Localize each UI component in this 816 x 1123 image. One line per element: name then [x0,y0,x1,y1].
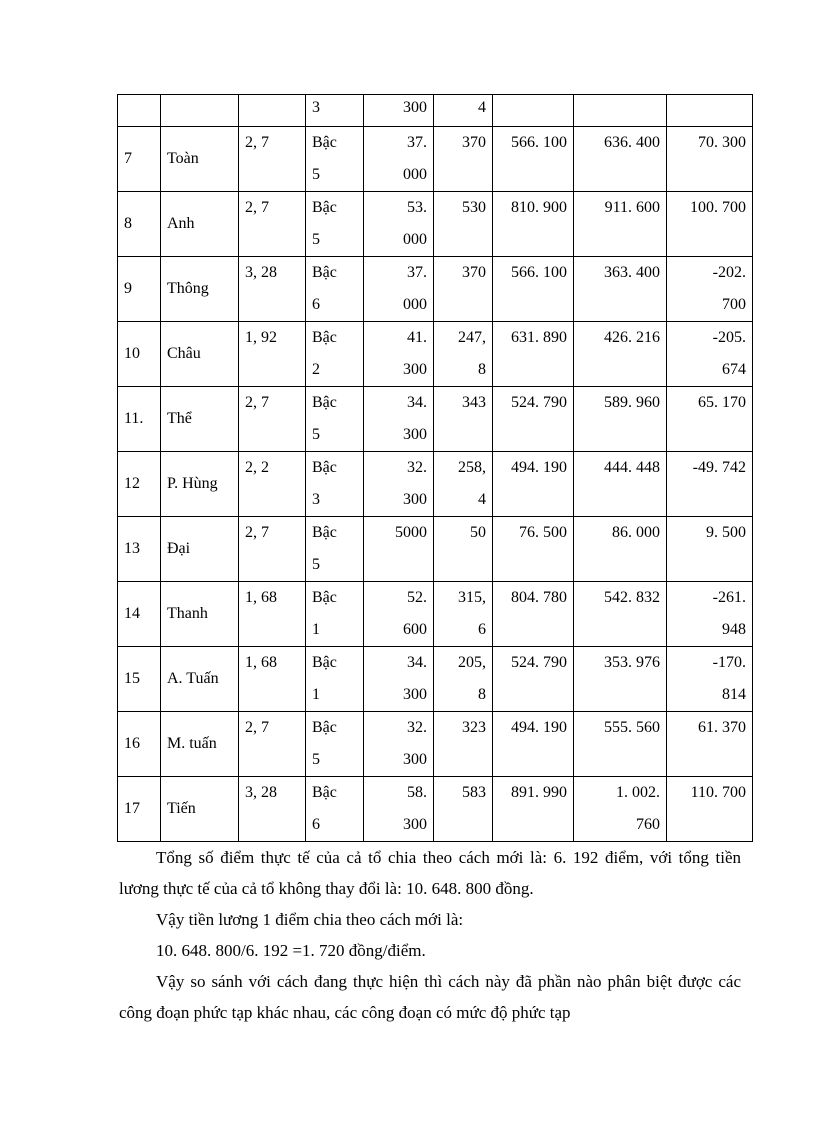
table-cell: 3 [306,95,364,127]
table-cell: 4 [434,95,493,127]
cell-c7: 566. 100 [493,127,574,192]
cell-hs: 2, 2 [239,452,306,517]
paragraph-point-value: Vậy tiền lương 1 điểm chia theo cách mới là: [156,910,464,929]
cell-c8 [574,777,667,842]
cell-hs: 2, 7 [239,517,306,582]
cell-line: 8 [478,686,486,703]
cell-line: 343 [462,394,486,411]
cell-line: 4 [478,491,486,508]
salary-table [117,94,753,842]
cell-line: 1. 002. [616,784,660,801]
cell-line: 52. [407,589,427,606]
cell-stt: 9 [118,257,161,322]
cell-line: 000 [403,231,427,248]
table-row [118,777,753,842]
cell-line: 911. 600 [604,199,660,216]
cell-line: 58. [407,784,427,801]
cell-name: P. Hùng [161,452,239,517]
cell-c9 [667,127,753,192]
cell-line: 370 [462,264,486,281]
cell-line: Bậc [312,329,337,346]
cell-hs: 2, 7 [239,387,306,452]
cell-line: 1 [312,621,320,638]
cell-line: 1 [312,686,320,703]
cell-c7: 566. 100 [493,257,574,322]
cell-line: 300 [403,751,427,768]
cell-line: 5 [312,231,320,248]
cell-line: 315, [458,589,486,606]
cell-stt: 14 [118,582,161,647]
cell-line: 300 [403,686,427,703]
cell-line: 583 [462,784,486,801]
cell-name: Toàn [161,127,239,192]
table-cell [493,95,574,127]
cell-line: 6 [312,296,320,313]
cell-c8 [574,192,667,257]
cell-diem [434,127,493,192]
cell-stt: 7 [118,127,161,192]
table-cell [118,95,161,127]
cell-line: 000 [403,166,427,183]
cell-line: Bậc [312,524,337,541]
cell-line: 34. [407,394,427,411]
cell-stt: 15 [118,647,161,712]
cell-c9 [667,257,753,322]
cell-c7: 76. 500 [493,517,574,582]
paragraph-formula: 10. 648. 800/6. 192 =1. 720 đồng/điểm. [156,941,426,960]
cell-line: 8 [478,361,486,378]
cell-line: 636. 400 [604,134,660,151]
cell-bac [306,192,364,257]
table-row [118,322,753,387]
cell-name: A. Tuấn [161,647,239,712]
cell-line: 589. 960 [604,394,660,411]
cell-luong [364,192,434,257]
cell-bac [306,387,364,452]
cell-line: Bậc [312,589,337,606]
cell-c9 [667,322,753,387]
cell-line: 542. 832 [604,589,660,606]
cell-line: 948 [722,621,746,638]
cell-line: 110. 700 [690,784,746,801]
table-row [118,647,753,712]
cell-line: 600 [403,621,427,638]
cell-bac [306,257,364,322]
cell-c9 [667,647,753,712]
cell-line: 61. 370 [698,719,746,736]
cell-line: 5 [312,751,320,768]
cell-line: 53. [407,199,427,216]
cell-line: 5 [312,166,320,183]
cell-line: Bậc [312,459,337,476]
cell-line: 444. 448 [604,459,660,476]
table-cell: 300 [364,95,434,127]
cell-bac [306,452,364,517]
table-cell [239,95,306,127]
cell-line: 5000 [395,524,427,541]
cell-c8 [574,387,667,452]
cell-stt: 13 [118,517,161,582]
cell-line: 300 [403,426,427,443]
cell-line: 426. 216 [604,329,660,346]
cell-hs: 3, 28 [239,777,306,842]
table-row [118,257,753,322]
cell-name: Đại [161,517,239,582]
cell-line: 000 [403,296,427,313]
cell-line: 86. 000 [612,524,660,541]
cell-c9 [667,712,753,777]
cell-luong [364,452,434,517]
table-row [118,127,753,192]
table-row [118,452,753,517]
cell-bac [306,647,364,712]
cell-name: Thể [161,387,239,452]
cell-line: 258, [458,459,486,476]
cell-line: Bậc [312,134,337,151]
cell-c7: 524. 790 [493,387,574,452]
cell-diem [434,517,493,582]
cell-c7: 494. 190 [493,712,574,777]
cell-hs: 1, 68 [239,582,306,647]
cell-c8 [574,127,667,192]
cell-luong [364,517,434,582]
cell-hs: 3, 28 [239,257,306,322]
cell-hs: 2, 7 [239,127,306,192]
cell-stt: 10 [118,322,161,387]
cell-hs: 2, 7 [239,712,306,777]
cell-line: Bậc [312,784,337,801]
cell-line: -49. 742 [692,459,746,476]
cell-line: -202. [712,264,746,281]
cell-stt: 12 [118,452,161,517]
cell-c9 [667,452,753,517]
cell-hs: 2, 7 [239,192,306,257]
cell-line: 3 [312,491,320,508]
cell-line: 100. 700 [690,199,746,216]
paragraph-total: Tổng số điểm thực tế của cả tổ chia theo cách mới là: 6. 192 điểm, với tổng tiền lương thực tế của cả tổ không thay đổi là: 10. 648. 800 đồng. [119,848,741,898]
cell-line: Bậc [312,264,337,281]
cell-line: Bậc [312,719,337,736]
cell-c8 [574,647,667,712]
cell-line: 353. 976 [604,654,660,671]
cell-name: Anh [161,192,239,257]
cell-diem [434,452,493,517]
cell-c9 [667,192,753,257]
cell-stt: 16 [118,712,161,777]
cell-diem [434,712,493,777]
cell-c9 [667,387,753,452]
table-row [118,582,753,647]
cell-c8 [574,517,667,582]
cell-line: 37. [407,264,427,281]
cell-bac [306,582,364,647]
cell-stt: 8 [118,192,161,257]
cell-line: 70. 300 [698,134,746,151]
cell-luong [364,387,434,452]
table-row [118,192,753,257]
table-cell [667,95,753,127]
cell-line: 65. 170 [698,394,746,411]
table-row [118,95,753,127]
cell-diem [434,647,493,712]
cell-c7: 804. 780 [493,582,574,647]
table-cell [161,95,239,127]
cell-c8 [574,582,667,647]
cell-line: -170. [712,654,746,671]
cell-line: -205. [712,329,746,346]
cell-line: 9. 500 [706,524,746,541]
table-row [118,517,753,582]
cell-line: 323 [462,719,486,736]
cell-line: 814 [722,686,746,703]
cell-line: 5 [312,426,320,443]
cell-line: 300 [403,816,427,833]
cell-line: -261. [712,589,746,606]
cell-line: 205, [458,654,486,671]
cell-c9 [667,517,753,582]
cell-line: 370 [462,134,486,151]
cell-line: 247, [458,329,486,346]
cell-name: Thanh [161,582,239,647]
cell-stt: 17 [118,777,161,842]
cell-c7: 891. 990 [493,777,574,842]
cell-hs: 1, 92 [239,322,306,387]
cell-line: 32. [407,459,427,476]
cell-line: 5 [312,556,320,573]
cell-diem [434,192,493,257]
cell-name: Thông [161,257,239,322]
cell-c7: 631. 890 [493,322,574,387]
cell-c8 [574,712,667,777]
cell-line: Bậc [312,199,337,216]
cell-line: 555. 560 [604,719,660,736]
cell-c9 [667,582,753,647]
cell-stt: 11. [118,387,161,452]
cell-luong [364,127,434,192]
cell-c8 [574,322,667,387]
cell-c7: 524. 790 [493,647,574,712]
cell-luong [364,322,434,387]
cell-c9 [667,777,753,842]
table-cell [574,95,667,127]
cell-c8 [574,257,667,322]
cell-name: M. tuấn [161,712,239,777]
cell-c7: 810. 900 [493,192,574,257]
cell-diem [434,322,493,387]
cell-line: 2 [312,361,320,378]
cell-line: 41. [407,329,427,346]
cell-diem [434,582,493,647]
cell-line: 32. [407,719,427,736]
cell-line: 34. [407,654,427,671]
cell-luong [364,777,434,842]
cell-line: 363. 400 [604,264,660,281]
cell-diem [434,257,493,322]
cell-line: 760 [636,816,660,833]
cell-name: Châu [161,322,239,387]
cell-bac [306,517,364,582]
cell-luong [364,712,434,777]
paragraph-comparison: Vậy so sánh với cách đang thực hiện thì cách này đã phần nào phân biệt được các công đoạn phức tạp khác nhau, các công đoạn có mức độ phức tạp [119,972,741,1022]
cell-diem [434,387,493,452]
cell-bac [306,322,364,387]
table-row [118,712,753,777]
cell-line: 37. [407,134,427,151]
cell-luong [364,257,434,322]
cell-line: 300 [403,491,427,508]
cell-line: 6 [312,816,320,833]
cell-c8 [574,452,667,517]
table-row [118,387,753,452]
cell-luong [364,582,434,647]
cell-line: 530 [462,199,486,216]
cell-line: 674 [722,361,746,378]
cell-bac [306,127,364,192]
cell-line: Bậc [312,654,337,671]
cell-line: 700 [722,296,746,313]
cell-line: 300 [403,361,427,378]
cell-c7: 494. 190 [493,452,574,517]
cell-diem [434,777,493,842]
cell-hs: 1, 68 [239,647,306,712]
cell-name: Tiến [161,777,239,842]
cell-line: 50 [470,524,486,541]
cell-bac [306,712,364,777]
cell-line: 6 [478,621,486,638]
cell-luong [364,647,434,712]
cell-line: Bậc [312,394,337,411]
cell-bac [306,777,364,842]
